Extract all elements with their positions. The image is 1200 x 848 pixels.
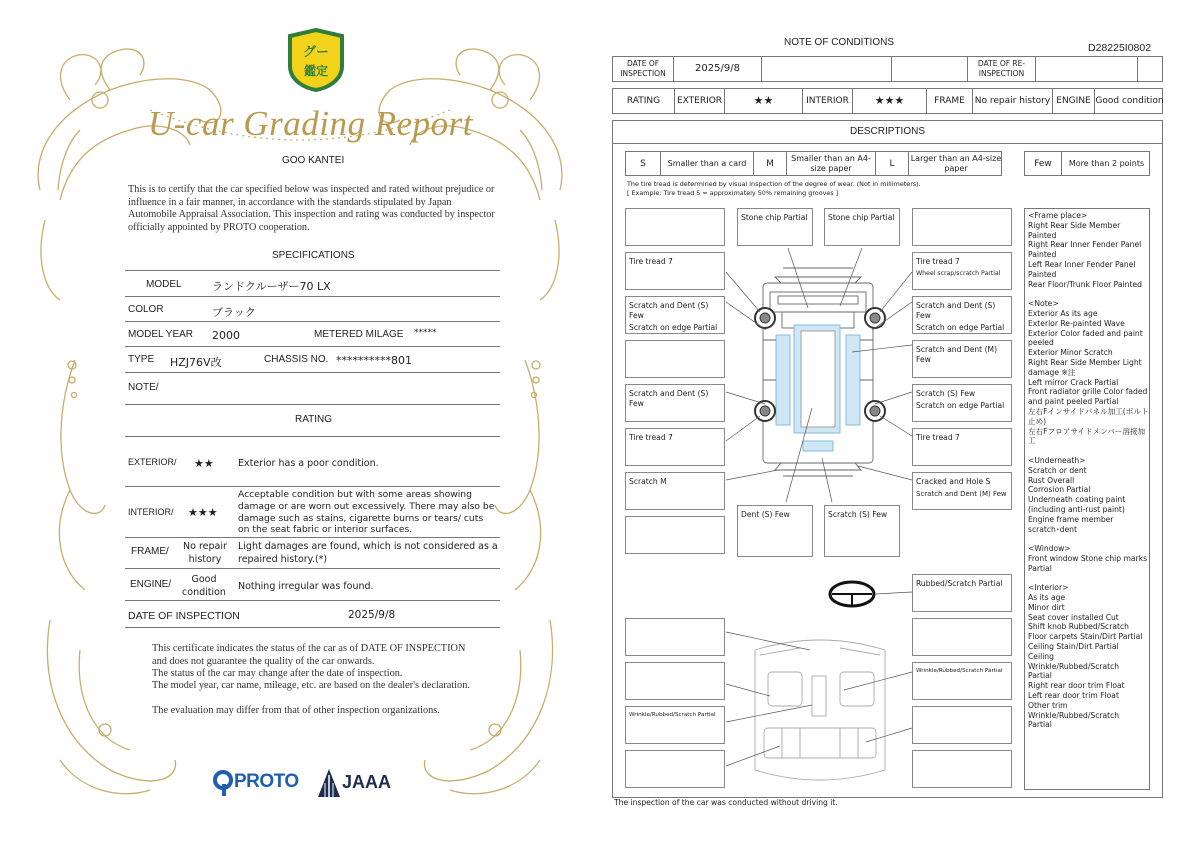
condition-label: Dent (S) Few: [741, 510, 790, 519]
notes-spacer: [1028, 534, 1150, 544]
engine-label: ENGINE/: [130, 579, 172, 590]
date-of-inspection-label: DATE OF INSPECTION: [128, 610, 240, 622]
notes-line: Right Rear Side Member: [1028, 220, 1121, 230]
divider: [125, 436, 500, 437]
notes-line: Partial: [1028, 671, 1052, 681]
notes-line: Wrinkle/Rubbed/Scratch: [1028, 710, 1120, 720]
condition-box: [625, 706, 725, 744]
document-id: D28225I0802: [1088, 42, 1152, 54]
condition-label: Wheel scrap/scratch Partial: [916, 270, 1001, 277]
interior-text: Acceptable condition but with some areas showing damage or are worn out excessively. There may also be damage such as stains, cigarette burns or tears/ cuts on the seat fabric or interior surfaces.: [238, 489, 495, 536]
note-label: NOTE/: [128, 382, 159, 393]
rating-label: RATING: [613, 89, 675, 113]
notes-line: Ceiling: [1028, 651, 1054, 661]
legend-code: M: [754, 152, 787, 175]
interior-stars: ★★★: [853, 89, 927, 113]
divider: [125, 537, 500, 538]
condition-box: [625, 472, 725, 510]
condition-label: Tire tread 7: [916, 433, 960, 442]
report-heading: U-car Grading Report: [148, 104, 473, 143]
notes-line: 工: [1028, 436, 1036, 446]
type-label: TYPE: [128, 354, 155, 365]
interior-stars: ★★★: [188, 506, 218, 519]
exterior-label: EXTERIOR: [675, 89, 725, 113]
legend-text: Smaller than a card: [661, 152, 754, 175]
divider: [125, 346, 500, 347]
svg-text:鑑定: 鑑定: [303, 64, 329, 78]
condition-box: [912, 428, 1012, 466]
notes-line: Partial: [1028, 563, 1052, 573]
condition-label: Tire tread 7: [916, 257, 960, 266]
notes-line: Rust Overall: [1028, 475, 1075, 485]
condition-box: [625, 750, 725, 788]
notes-line: 左右Fインサイドパネル加工(ボルト: [1028, 406, 1149, 416]
engine-text: Nothing irregular was found.: [238, 581, 374, 592]
notes-line: Partial: [1028, 720, 1052, 730]
notes-line: Left mirror Crack Partial: [1028, 377, 1119, 387]
notes-list: [1028, 211, 1150, 730]
notes-line: Left Rear Inner Fender Panel: [1028, 259, 1136, 269]
condition-label: Scratch M: [629, 477, 667, 486]
engine-value: Good condition: [1095, 96, 1164, 106]
legend-code: S: [626, 152, 661, 175]
condition-box: [912, 384, 1012, 422]
divider: [125, 321, 500, 322]
divider: [125, 372, 500, 373]
condition-label: Wrinkle/Rubbed/Scratch Partial: [916, 668, 1003, 674]
date-of-inspection-label: DATE OF INSPECTION: [613, 57, 674, 81]
condition-box: [625, 340, 725, 378]
condition-label: Scratch on edge Partial: [629, 323, 718, 332]
chassis-value: **********801: [336, 354, 412, 367]
condition-label: Cracked and Hole S: [916, 477, 991, 486]
notes-line: <Window>: [1028, 544, 1071, 554]
notes-line: <Underneath>: [1028, 455, 1086, 465]
divider: [125, 296, 500, 297]
legend-text: Smaller than an A4-size paper: [787, 152, 876, 175]
condition-box: [912, 618, 1012, 656]
divider: [125, 627, 500, 628]
model-year-label: MODEL YEAR: [128, 329, 194, 340]
condition-box: [912, 340, 1012, 378]
divider: [125, 568, 500, 569]
condition-box: [824, 208, 900, 246]
condition-label: Scratch on edge Partial: [916, 401, 1005, 410]
condition-box: [625, 384, 725, 422]
few-text: More than 2 points: [1068, 158, 1145, 168]
divider: [125, 486, 500, 487]
notes-line: Rear Floor/Trunk Floor Painted: [1028, 279, 1142, 289]
condition-box: [912, 750, 1012, 788]
engine-label: ENGINE: [1053, 89, 1095, 113]
condition-label: Scratch and Dent (M) Few: [916, 490, 1007, 498]
condition-box: [737, 208, 813, 246]
condition-label: Scratch and Dent (S) Few: [916, 301, 996, 320]
divider: [125, 600, 500, 601]
goo-kantei-badge-logo: [286, 28, 346, 92]
specifications-title: SPECIFICATIONS: [272, 250, 355, 261]
condition-box: [625, 252, 725, 290]
notes-line: Wrinkle/Rubbed/Scratch: [1028, 661, 1120, 671]
notes-line: Front radiator grille Color faded: [1028, 387, 1148, 397]
type-value: HZJ76V改: [170, 356, 222, 369]
condition-box: [912, 252, 1012, 290]
frame-value: No repair history: [183, 541, 227, 565]
notes-line: Scratch or dent: [1028, 465, 1087, 475]
condition-label: Scratch and Dent (S) Few: [629, 389, 709, 408]
notes-line: Left rear door trim Float: [1028, 691, 1119, 701]
proto-logo-mark: [212, 768, 234, 798]
notes-line: Engine frame member: [1028, 514, 1114, 524]
condition-box: [912, 662, 1012, 700]
tire-tread-example: [ Example: Tire tread 5 = approximately 50% remaining grooves ]: [627, 189, 839, 197]
notes-line: Other trim: [1028, 700, 1068, 710]
notes-line: Front window Stone chip marks: [1028, 553, 1148, 563]
notes-line: As its age: [1028, 593, 1066, 603]
notes-spacer: [1028, 446, 1150, 456]
condition-box: [625, 618, 725, 656]
notes-line: Floor carpets Stain/Dirt Partial: [1028, 632, 1143, 642]
notes-line: Corrosion Partial: [1028, 485, 1091, 495]
notes-line: Painted: [1028, 250, 1057, 260]
legend-code: L: [876, 152, 909, 175]
notes-line: Painted: [1028, 269, 1057, 279]
notes-line: 止め): [1028, 416, 1047, 426]
condition-label: Rubbed/Scratch Partial: [916, 579, 1003, 588]
footer-paragraph: The evaluation may differ from that of other inspection organizations.: [152, 705, 440, 716]
condition-label: Tire tread 7: [629, 433, 673, 442]
report-subheading: GOO KANTEI: [282, 155, 345, 166]
frame-label: FRAME: [927, 89, 973, 113]
condition-label: Stone chip Partial: [828, 213, 895, 222]
footer-paragraph: The model year, car name, mileage, etc. are based on the dealer's declaration.: [152, 680, 470, 691]
frame-value: No repair history: [973, 89, 1053, 113]
jaaa-logo-text: JAAA: [342, 772, 392, 792]
divider: [125, 404, 500, 405]
descriptions-title: DESCRIPTIONS: [850, 126, 926, 137]
condition-box: [912, 208, 1012, 246]
legend-text: Larger than an A4-size paper: [910, 153, 1002, 173]
condition-box: [625, 296, 725, 334]
jaaa-logo-mark: [318, 769, 340, 797]
notes-line: Seat cover installed Cut: [1028, 612, 1119, 622]
notes-line: scratch･dent: [1028, 524, 1077, 534]
notes-line: Right Rear Inner Fender Panel: [1028, 240, 1142, 250]
notes-line: Exterior As its age: [1028, 308, 1098, 318]
note-of-conditions: [600, 0, 1200, 848]
condition-label: Scratch on edge Partial: [916, 323, 1005, 332]
model-value: ランドクルーザー70 LX: [212, 280, 331, 293]
notes-line: <Interior>: [1028, 583, 1069, 593]
notes-spacer: [1028, 289, 1150, 299]
condition-box: [912, 706, 1012, 744]
certification-intro: This is to certify that the car specified below was inspected and rated without prejudice or influence in a fair manner, in accordance with the standards stipulated by Japan Automobile Appraisal Association. This inspection and rating was conducted by inspector officially appointed by PROTO cooperation.: [128, 184, 495, 233]
condition-label: Scratch and Dent (M) Few: [916, 345, 998, 364]
notes-line: Right rear door trim Float: [1028, 681, 1125, 691]
notes-line: Minor dirt: [1028, 602, 1065, 612]
metered-milage-label: METERED MILAGE: [314, 329, 404, 340]
notes-line: Painted: [1028, 230, 1057, 240]
engine-value: Good condition: [182, 574, 226, 598]
condition-box: [912, 472, 1012, 510]
notes-line: peeled: [1028, 338, 1054, 348]
interior-label: INTERIOR: [803, 89, 853, 113]
notes-line: <Frame place>: [1028, 211, 1088, 220]
model-year-value: 2000: [212, 329, 240, 342]
metered-milage-value: *****: [414, 328, 437, 338]
frame-text: Light damages are found, which is not considered as a repaired history.(*): [238, 541, 498, 565]
color-value: ブラック: [212, 306, 256, 319]
divider: [125, 270, 500, 271]
footer-paragraph: This certificate indicates the status of the car as of DATE OF INSPECTION and does not guarantee the quality of the car onwards.: [152, 643, 466, 667]
tire-tread-note: The tire tread is determined by visual inspection of the degree of wear. (Not in millimeters).: [627, 180, 921, 188]
notes-line: Right Rear Side Member Light: [1028, 357, 1142, 367]
condition-label: Stone chip Partial: [741, 213, 808, 222]
notes-line: <Note>: [1028, 299, 1059, 309]
condition-label: Scratch (S) Few: [828, 510, 888, 519]
form-footer-note: The inspection of the car was conducted without driving it.: [614, 798, 838, 807]
notes-line: Shift knob Rubbed/Scratch: [1028, 622, 1129, 632]
notes-spacer: [1028, 573, 1150, 583]
condition-box: [912, 574, 1012, 612]
rating-title: RATING: [295, 414, 333, 425]
condition-box: [625, 662, 725, 700]
form-title: NOTE OF CONDITIONS: [784, 37, 894, 48]
notes-line: Exterior Color faded and paint: [1028, 328, 1143, 338]
svg-text:グー: グー: [302, 45, 330, 60]
frame-label: FRAME/: [131, 546, 169, 557]
condition-box: [625, 516, 725, 554]
condition-label: Tire tread 7: [629, 257, 673, 266]
chassis-label: CHASSIS NO.: [264, 354, 329, 365]
notes-line: damage ※注: [1028, 367, 1076, 377]
condition-label: Scratch (S) Few: [916, 389, 976, 398]
condition-label: Wrinkle/Rubbed/Scratch Partial: [629, 712, 716, 718]
notes-line: Underneath coating paint: [1028, 495, 1126, 505]
notes-line: and paint peeled Partial: [1028, 397, 1119, 407]
model-label: MODEL: [146, 279, 182, 290]
notes-line: Exterior Minor Scratch: [1028, 348, 1113, 358]
exterior-stars: ★★: [725, 89, 803, 113]
notes-line: 左右Fフロアサイドメンバー溶接加: [1028, 426, 1146, 436]
proto-logo-text: PROTO: [234, 771, 299, 792]
exterior-text: Exterior has a poor condition.: [238, 458, 379, 469]
condition-box: [824, 505, 900, 557]
notes-line: Exterior Re-painted Wave: [1028, 318, 1125, 328]
date-of-reinspection-label: DATE OF RE-INSPECTION: [968, 57, 1036, 81]
notes-line: Ceiling Stain/Dirt Partial: [1028, 642, 1119, 652]
condition-box: [737, 505, 813, 557]
condition-label: Scratch and Dent (S) Few: [629, 301, 709, 320]
few-label: Few: [1025, 152, 1062, 175]
color-label: COLOR: [128, 304, 164, 315]
exterior-stars: ★★: [194, 457, 214, 470]
condition-box: [625, 208, 725, 246]
date-of-inspection-value: 2025/9/8: [674, 57, 762, 81]
notes-line: (including anti-rust paint): [1028, 504, 1125, 514]
date-of-inspection-value: 2025/9/8: [348, 609, 396, 621]
exterior-label: EXTERIOR/: [128, 457, 177, 467]
footer-paragraph: The status of the car may change after the date of inspection.: [152, 668, 403, 679]
interior-label: INTERIOR/: [128, 507, 174, 517]
condition-box: [625, 428, 725, 466]
condition-box: [912, 296, 1012, 334]
